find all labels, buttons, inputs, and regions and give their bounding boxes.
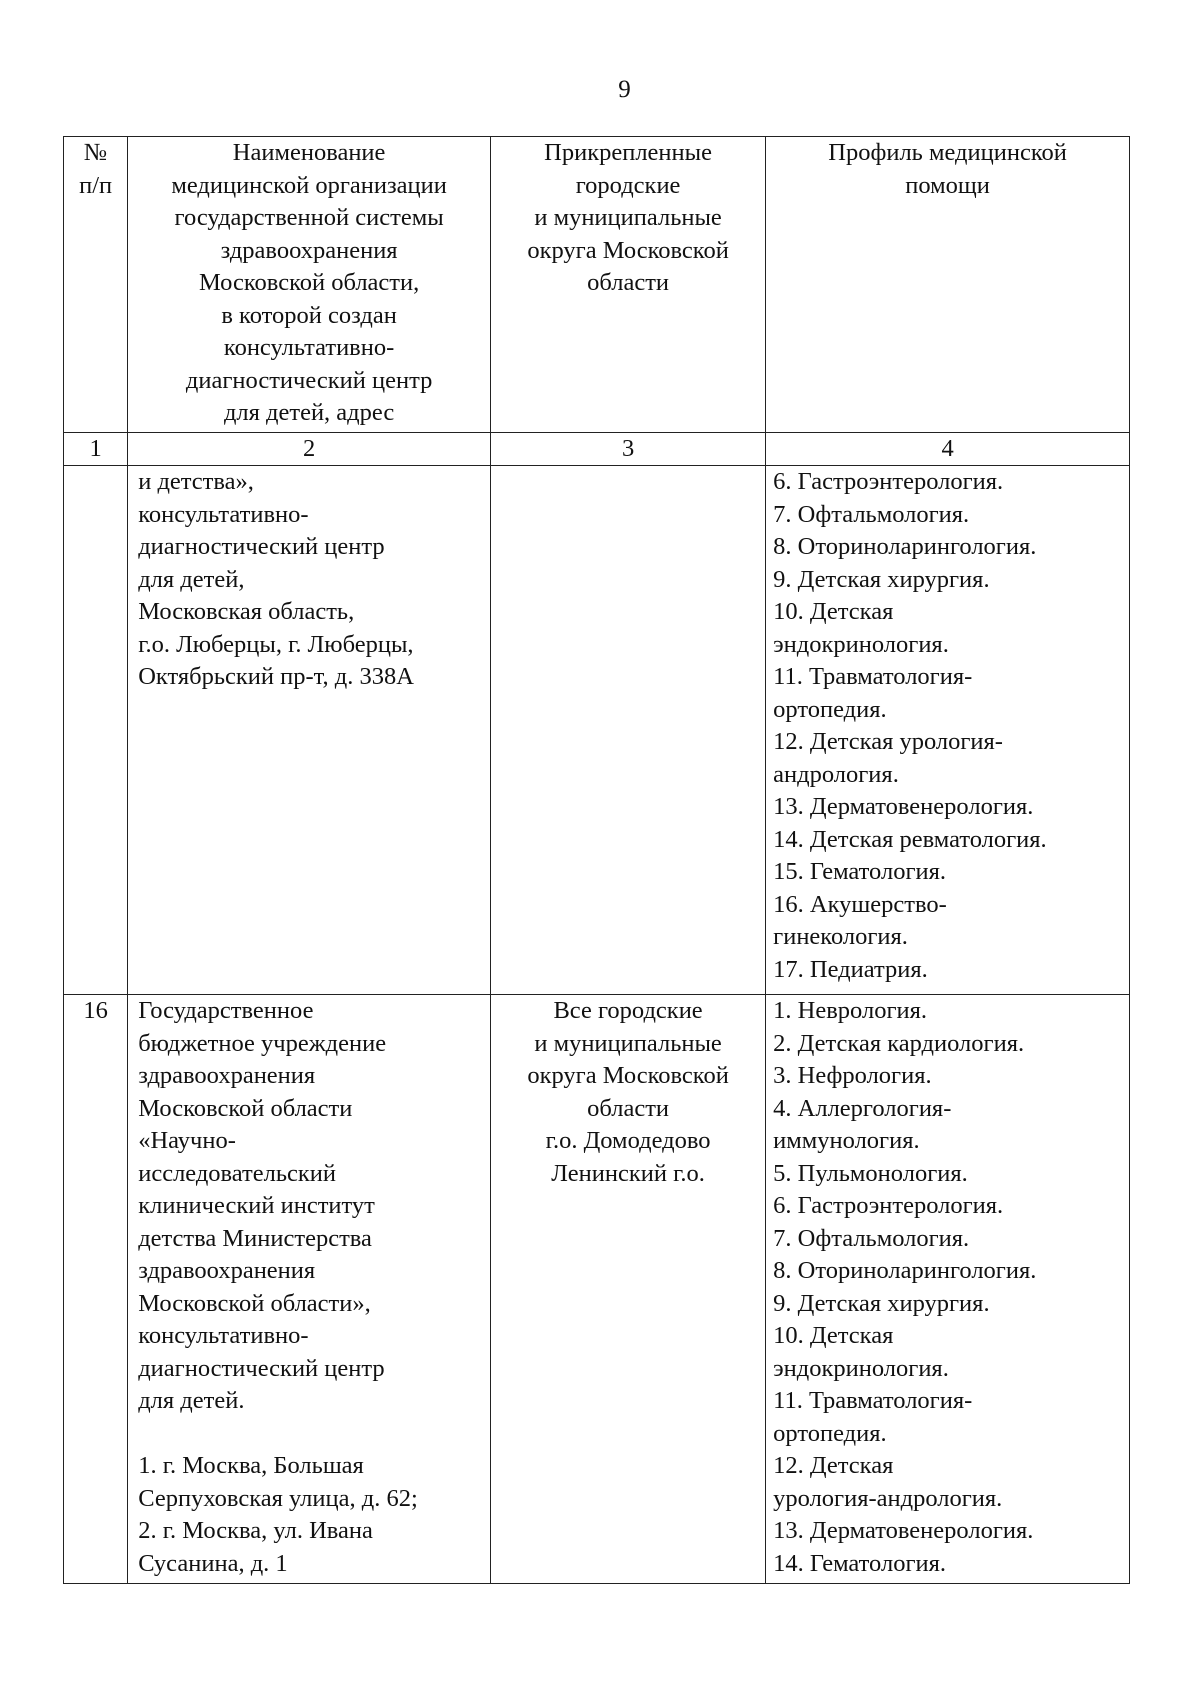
header-organization: Наименование медицинской организации государственной системы здравоохранения Московской области, в которой создан консультативно- диагностический центр для детей, адрес [128,137,491,433]
profile-cell: 6. Гастроэнтерология. 7. Офтальмология. 8. Оториноларингология. 9. Детская хирургия. 10. Детская эндокринология. 11. Травматология- ортопедия. 12. Детская урология- андрология. 13. Дерматовенерология. 14. Детская ревматология. 15. Гематология. 16. Акушерство- гинекология. 17. Педиатрия. [766,466,1130,995]
page-number: 9 [618,76,631,103]
medical-organizations-table [63,136,1130,1584]
header-districts: Прикрепленные городские и муниципальные округа Московской области [491,137,766,433]
organization-cell: Государственное бюджетное учреждение здравоохранения Московской области «Научно- исследовательский клинический институт детства Министерства здравоохранения Московской области», консультативно- диагностический центр для детей. 1. г. Москва, Большая Серпуховская улица, д. 62; 2. г. Москва, ул. Ивана Сусанина, д. 1 [128,995,491,1584]
column-number-row [64,433,1130,466]
table-row [64,995,1130,1584]
districts-cell: Все городские и муниципальные округа Московской области г.о. Домодедово Ленинский г.о. [491,995,766,1584]
profile-cell: 1. Неврология. 2. Детская кардиология. 3. Нефрология. 4. Аллергология- иммунология. 5. Пульмонология. 6. Гастроэнтерология. 7. Офтальмология. 8. Оториноларингология. 9. Детская хирургия. 10. Детская эндокринология. 11. Травматология- ортопедия. 12. Детская урология-андрология. 13. Дерматовенерология. 14. Гематология. [766,995,1130,1584]
column-number: 4 [766,433,1130,466]
column-number: 1 [64,433,128,466]
header-number: № п/п [64,137,128,433]
row-number [64,466,128,995]
table-row [64,466,1130,995]
organization-cell: и детства», консультативно- диагностический центр для детей, Московская область, г.о. Люберцы, г. Люберцы, Октябрьский пр-т, д. 338А [128,466,491,995]
column-number: 3 [491,433,766,466]
column-number: 2 [128,433,491,466]
header-profile: Профиль медицинской помощи [766,137,1130,433]
districts-cell [491,466,766,995]
row-number: 16 [64,995,128,1584]
table-header-row [64,137,1130,433]
